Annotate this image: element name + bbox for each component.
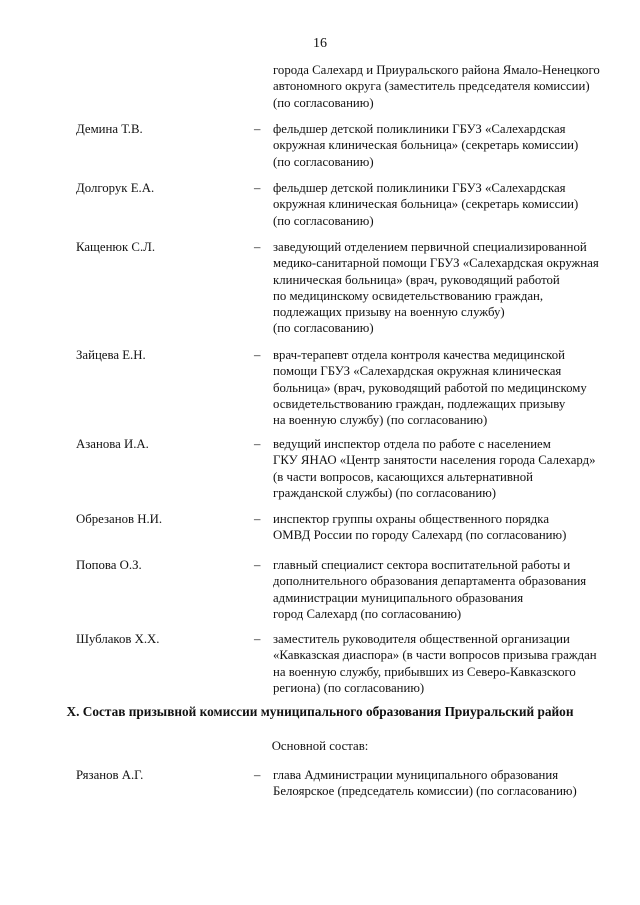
member-name: Обрезанов Н.И. — [76, 512, 163, 526]
description-line: помощи ГБУЗ «Салехардская окружная клиническая — [273, 364, 562, 379]
description-line: ОМВД России по городу Салехард (по согласованию) — [273, 528, 567, 543]
dash-separator: – — [254, 512, 261, 526]
dash-separator: – — [254, 181, 261, 195]
description-line: (по согласованию) — [273, 95, 374, 110]
member-name: Попова О.З. — [76, 558, 142, 572]
member-description — [273, 436, 613, 501]
member-description — [273, 767, 613, 800]
description-line: освидетельствованию граждан, подлежащих призыву — [273, 396, 566, 411]
member-name: Рязанов А.Г. — [76, 768, 144, 782]
page-number: 16 — [313, 36, 327, 51]
member-description — [273, 631, 613, 696]
description-line: глава Администрации муниципального образования — [273, 768, 559, 782]
continuation-description — [273, 62, 613, 111]
description-line: (в части вопросов, касающихся альтернативной — [273, 469, 534, 484]
member-description — [273, 347, 613, 428]
section-title: X. Состав призывной комиссии муниципального образования Приуральский район — [66, 704, 574, 719]
dash-separator: – — [254, 558, 261, 572]
dash-separator: – — [254, 348, 261, 362]
member-description — [273, 121, 613, 170]
dash-separator: – — [254, 768, 261, 782]
description-line: фельдшер детской поликлиники ГБУЗ «Салехардская — [273, 122, 566, 136]
description-line: региона) (по согласованию) — [273, 680, 425, 695]
description-line: автономного округа (заместитель председателя комиссии) — [273, 79, 590, 94]
member-name: Долгорук Е.А. — [76, 181, 155, 195]
description-line: медико-санитарной помощи ГБУЗ «Салехардская окружная — [273, 256, 599, 271]
description-line: фельдшер детской поликлиники ГБУЗ «Салехардская — [273, 181, 566, 195]
dash-separator: – — [254, 632, 261, 646]
description-line: дополнительного образования департамента образования — [273, 574, 587, 589]
description-line: клиническая больница» (врач, руководящий работой — [273, 272, 560, 287]
member-name: Зайцева Е.Н. — [76, 348, 146, 362]
description-line: главный специалист сектора воспитательной работы и — [273, 558, 571, 572]
description-line: инспектор группы охраны общественного порядка — [273, 512, 549, 526]
member-description — [273, 557, 613, 622]
description-line: заведующий отделением первичной специализированной — [273, 240, 587, 254]
description-line: (по согласованию) — [273, 154, 374, 169]
description-line: больница» (врач, руководящий работой по медицинскому — [273, 380, 587, 395]
description-line: «Кавказская диаспора» (в части вопросов призыва граждан — [273, 648, 597, 663]
description-line: город Салехард (по согласованию) — [273, 606, 462, 621]
description-line: заместитель руководителя общественной организации — [273, 632, 570, 646]
member-name: Кащенюк С.Л. — [76, 240, 156, 254]
member-name: Шублаков Х.Х. — [76, 632, 160, 646]
description-line: подлежащих призыву на военную службу) — [273, 305, 505, 320]
description-line: окружная клиническая больница» (секретарь комиссии) — [273, 197, 579, 212]
description-line: администрации муниципального образования — [273, 590, 524, 605]
description-line: на военную службу, прибывших из Северо-Кавказского — [273, 664, 576, 679]
description-line: (по согласованию) — [273, 321, 374, 336]
description-line: на военную службу) (по согласованию) — [273, 413, 488, 428]
member-name: Демина Т.В. — [76, 122, 143, 136]
description-line: гражданской службы) (по согласованию) — [273, 485, 497, 500]
dash-separator: – — [254, 437, 261, 451]
description-line: врач-терапевт отдела контроля качества медицинской — [273, 348, 565, 362]
dash-separator: – — [254, 122, 261, 136]
description-line: ГКУ ЯНАО «Центр занятости населения города Салехард» — [273, 453, 596, 468]
member-description — [273, 511, 613, 544]
description-line: ведущий инспектор отдела по работе с населением — [273, 437, 551, 451]
description-line: города Салехард и Приуральского района Ямало-Ненецкого — [273, 63, 600, 77]
member-description — [273, 239, 613, 337]
description-line: окружная клиническая больница» (секретарь комиссии) — [273, 138, 579, 153]
member-name: Азанова И.А. — [76, 437, 149, 451]
description-line: по медицинскому освидетельствованию граждан, — [273, 288, 544, 303]
dash-separator: – — [254, 240, 261, 254]
member-description — [273, 180, 613, 229]
description-line: Белоярское (председатель комиссии) (по согласованию) — [273, 784, 577, 799]
description-line: (по согласованию) — [273, 213, 374, 228]
section-subtitle: Основной состав: — [271, 739, 369, 753]
